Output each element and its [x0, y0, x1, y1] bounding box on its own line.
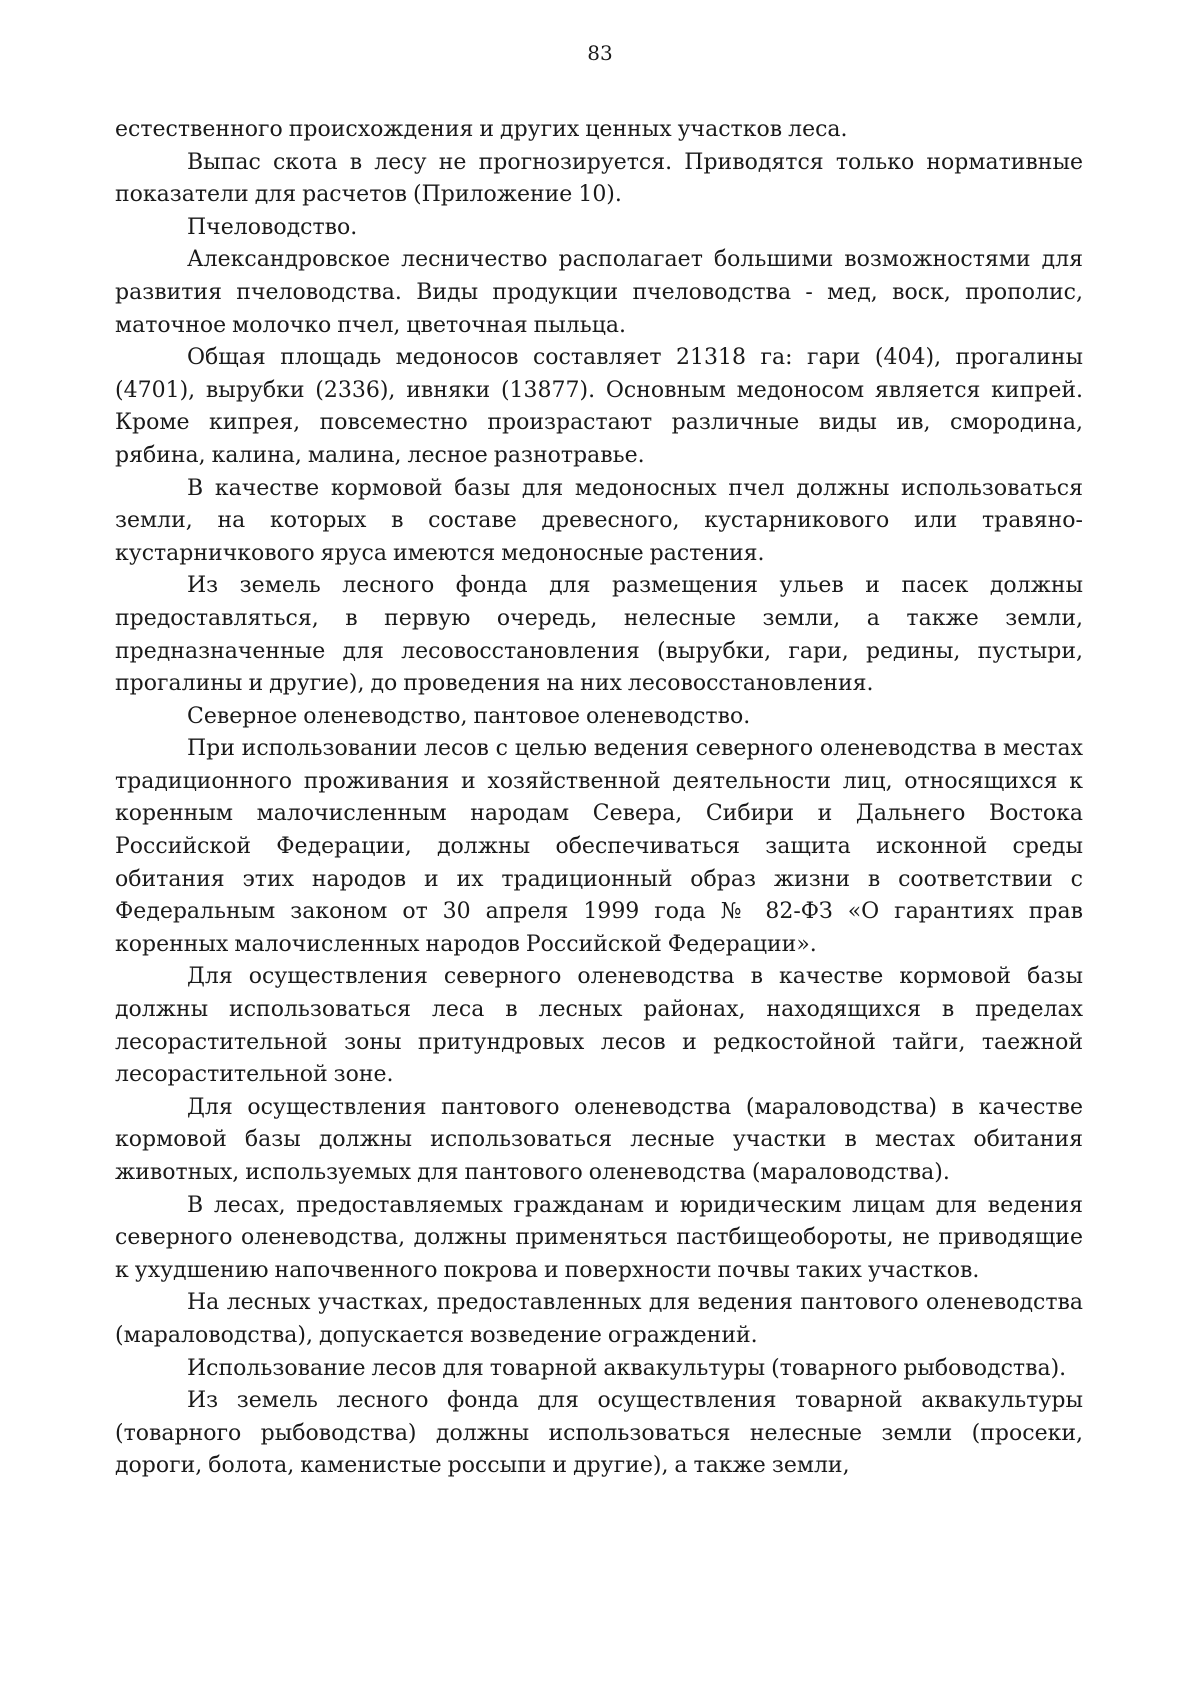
heading-aquaculture: Использование лесов для товарной аквакультуры (товарного рыбоводства).	[187, 1355, 1067, 1381]
heading-beekeeping: Пчеловодство.	[187, 214, 358, 240]
paragraph-beekeeping-potential: Александровское лесничество располагает большими возможностями для развития пчеловодства. Виды продукции пчеловодства - мед, воск, прополис, маточное молочко пчел, цветочная пыльца.	[115, 247, 1083, 338]
paragraph-apiary-placement: Из земель лесного фонда для размещения ульев и пасек должны предоставляться, в первую очередь, нелесные земли, а также земли, предназначенные для лесовосстановления (вырубки, гари, редины, пустыри, прогалины и другие), до проведения на них лесовосстановления.	[115, 573, 1083, 697]
paragraph-forage-base: В качестве кормовой базы для медоносных пчел должны использоваться земли, на которых в составе древесного, кустарникового или травяно-кустарничкового яруса имеются медоносные растения.	[115, 475, 1083, 566]
paragraph-northern-reindeer: При использовании лесов с целью ведения северного оленеводства в местах традиционного проживания и хозяйственной деятельности лиц, относящихся к коренным малочисленным народам Севера, Сибири и Дальнего Востока Российской Федерации, должны обеспечиваться защита исконной среды обитания этих народов и их традиционный образ жизни в соответствии с Федеральным законом от 30 апреля 1999 года № 82-ФЗ «О гарантиях прав коренных малочисленных народов Российской Федерации».	[115, 736, 1083, 957]
paragraph-northern-forage: Для осуществления северного оленеводства в качестве кормовой базы должны использоваться леса в лесных районах, находящихся в пределах лесорастительной зоны притундровых лесов и редкостойной тайги, таежной лесорастительной зоне.	[115, 964, 1083, 1088]
heading-reindeer-herding: Северное оленеводство, пантовое оленеводство.	[187, 703, 751, 729]
paragraph-antler-forage: Для осуществления пантового оленеводства (мараловодства) в качестве кормовой базы должны использоваться лесные участки в местах обитания животных, используемых для пантового оленеводства (мараловодства).	[115, 1094, 1083, 1185]
paragraph-continuation: естественного происхождения и других ценных участков леса.	[115, 117, 848, 142]
paragraph-honey-plants-area: Общая площадь медоносов составляет 21318 га: гари (404), прогалины (4701), вырубки (2336), ивняки (13877). Основным медоносом является кипрей. Кроме кипрея, повсеместно произрастают различные виды ив, смородина, рябина, калина, малина, лесное разнотравье.	[115, 345, 1083, 468]
document-body	[115, 114, 1083, 1483]
paragraph-fencing: На лесных участках, предоставленных для ведения пантового оленеводства (мараловодства), допускается возведение ограждений.	[115, 1290, 1083, 1348]
paragraph-aquaculture-lands: Из земель лесного фонда для осуществления товарной аквакультуры (товарного рыбоводства) должны использоваться нелесные земли (просеки, дороги, болота, каменистые россыпи и другие), а также земли,	[115, 1388, 1083, 1479]
page-number: 83	[587, 41, 613, 65]
paragraph-grazing: Выпас скота в лесу не прогнозируется. Приводятся только нормативные показатели для расчетов (Приложение 10).	[115, 149, 1083, 208]
paragraph-pasture-rotation: В лесах, предоставляемых гражданам и юридическим лицам для ведения северного оленеводства, должны применяться пастбищеобороты, не приводящие к ухудшению напочвенного покрова и поверхности почвы таких участков.	[115, 1192, 1083, 1283]
